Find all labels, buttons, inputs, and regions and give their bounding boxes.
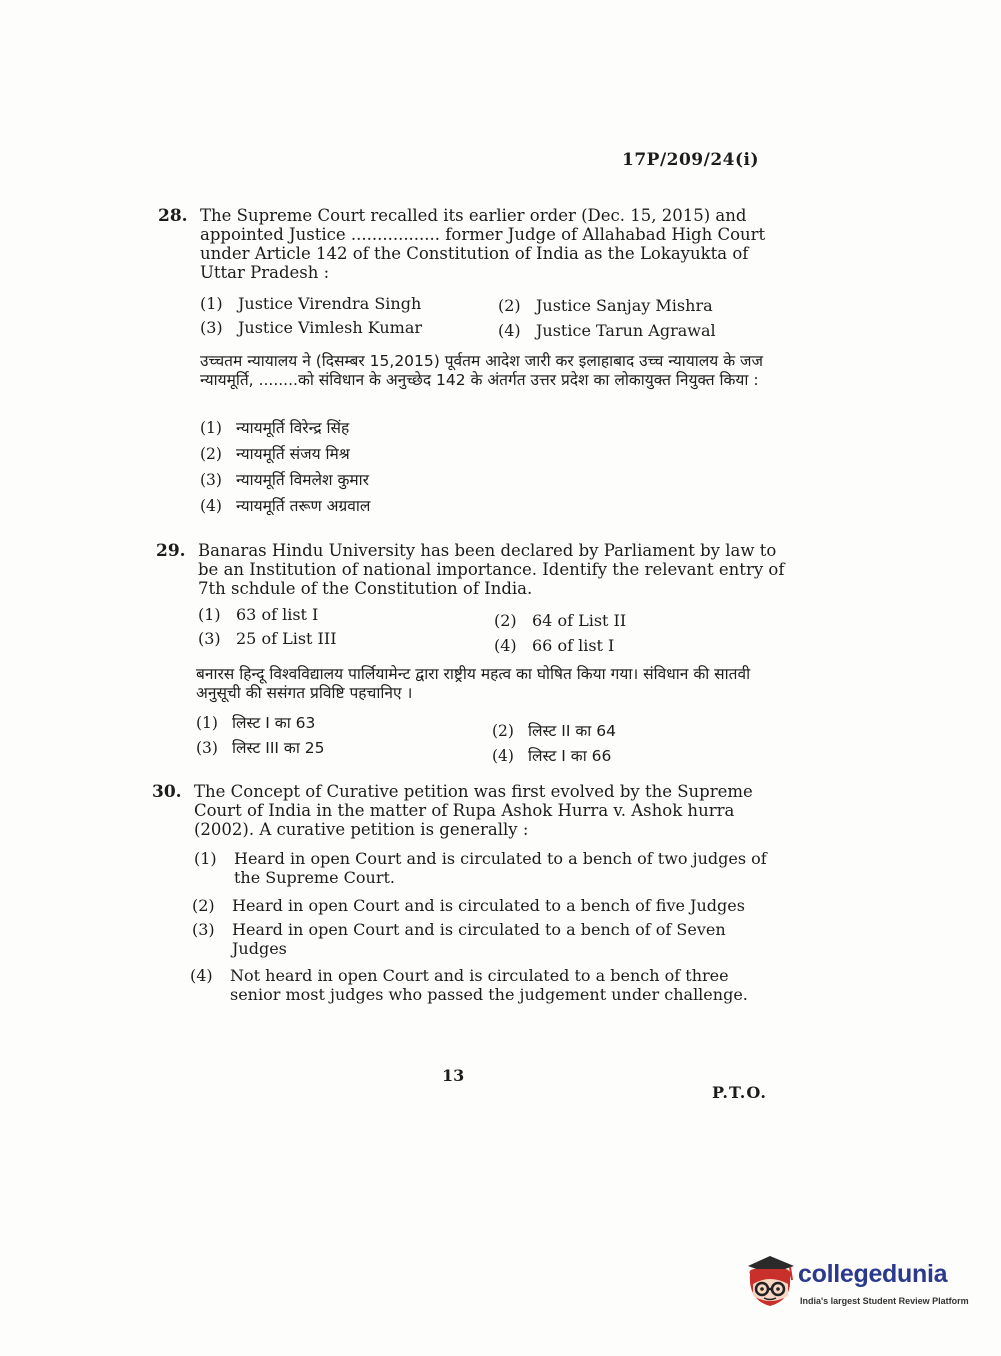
hindi-option-4 — [492, 744, 611, 766]
collegedunia-logo — [740, 1250, 970, 1312]
question-30 — [152, 782, 792, 1032]
option-text: Justice Tarun Agrawal — [536, 321, 716, 340]
hindi-option-1 — [196, 711, 315, 733]
option-number: (4) — [494, 636, 517, 655]
option-number: (4) — [200, 497, 222, 515]
option-text: लिस्ट III का 25 — [232, 739, 325, 757]
option-text: Heard in open Court and is circulated to a bench of of Seven Judges — [232, 920, 726, 958]
hindi-option-3 — [200, 468, 369, 490]
option-number: (4) — [498, 321, 521, 340]
option-number: (1) — [200, 419, 222, 437]
hindi-option-2 — [492, 719, 616, 741]
option-2 — [498, 296, 713, 315]
option-1 — [200, 294, 421, 313]
option-2 — [494, 611, 626, 630]
option-text: न्यायमूर्ति विरेन्द्र सिंह — [236, 419, 350, 437]
option-text: 64 of List II — [532, 611, 627, 630]
question-text: Banaras Hindu University has been declared by Parliament by law to be an Institution of national importance. Identify the relevant entry of 7th schdule of the Constitution of India. — [198, 541, 785, 598]
option-4 — [498, 321, 716, 340]
option-text: Justice Virendra Singh — [238, 294, 422, 313]
option-number: (2) — [192, 896, 215, 915]
option-text: 66 of list I — [532, 636, 615, 655]
option-number: (1) — [194, 849, 217, 868]
option-text: लिस्ट II का 64 — [528, 722, 616, 740]
option-number: (2) — [492, 722, 514, 740]
option-number: (1) — [198, 605, 221, 624]
option-number: (4) — [492, 747, 514, 765]
option-number: (3) — [198, 629, 221, 648]
hindi-option-3 — [196, 736, 325, 758]
option-text: 25 of List III — [236, 629, 337, 648]
option-1 — [198, 605, 318, 624]
option-text: Heard in open Court and is circulated to a bench of five Judges — [232, 896, 745, 915]
logo-name: collegedunia — [798, 1260, 948, 1288]
question-29 — [156, 541, 796, 771]
option-3 — [198, 629, 337, 648]
logo-tagline: India's largest Student Review Platform — [800, 1296, 969, 1306]
option-number: (1) — [200, 294, 223, 313]
option-text: न्यायमूर्ति विमलेश कुमार — [236, 471, 370, 489]
hindi-option-4 — [200, 494, 370, 516]
option-number: (3) — [192, 920, 215, 939]
question-number: 28. — [158, 206, 188, 226]
option-3 — [200, 318, 422, 337]
option-text: लिस्ट I का 66 — [528, 747, 612, 765]
option-number: (1) — [196, 714, 218, 732]
question-28 — [158, 206, 798, 526]
paper-code: 17P/209/24(i) — [622, 150, 760, 170]
option-number: (2) — [200, 445, 222, 463]
question-number: 29. — [156, 541, 186, 561]
pto-label: P.T.O. — [712, 1083, 767, 1102]
hindi-option-2 — [200, 442, 350, 464]
question-text-hindi: उच्चतम न्यायालय ने (दिसम्बर 15,2015) पूर्वतम आदेश जारी कर इलाहाबाद उच्च न्यायालय के जज न्यायमूर्ति, ........को संविधान के अनुच्छेद 142 के अंतर्गत उत्तर प्रदेश का लोकायुक्त नियुक्त किया : — [200, 352, 764, 389]
mascot-icon — [740, 1250, 800, 1312]
option-text: Justice Vimlesh Kumar — [238, 318, 423, 337]
option-text: Not heard in open Court and is circulated to a bench of three senior most judges who passed the judgement under challenge. — [230, 966, 748, 1004]
option-text: न्यायमूर्ति संजय मिश्र — [236, 445, 350, 463]
option-4 — [494, 636, 614, 655]
question-text: The Concept of Curative petition was first evolved by the Supreme Court of India in the matter of Rupa Ashok Hurra v. Ashok hurra (2002). A curative petition is generally : — [194, 782, 753, 839]
option-text: Heard in open Court and is circulated to a bench of two judges of the Supreme Court. — [234, 849, 767, 887]
option-number: (3) — [200, 318, 223, 337]
page-number: 13 — [442, 1066, 465, 1085]
option-number: (2) — [498, 296, 521, 315]
option-number: (2) — [494, 611, 517, 630]
option-text: 63 of list I — [236, 605, 319, 624]
option-text: Justice Sanjay Mishra — [536, 296, 713, 315]
hindi-option-1 — [200, 416, 349, 438]
option-text: न्यायमूर्ति तरूण अग्रवाल — [236, 497, 371, 515]
question-text: The Supreme Court recalled its earlier order (Dec. 15, 2015) and appointed Justice ................. former Judge of Allahabad High Court under Article 142 of the Constitution of India as the Lokayukta of Uttar Pradesh : — [200, 206, 766, 282]
option-text: लिस्ट I का 63 — [232, 714, 316, 732]
option-number: (3) — [196, 739, 218, 757]
question-number: 30. — [152, 782, 182, 802]
option-number: (3) — [200, 471, 222, 489]
option-number: (4) — [190, 966, 213, 985]
question-text-hindi: बनारस हिन्दू विश्वविद्यालय पार्लियामेन्ट द्वारा राष्ट्रीय महत्व का घोषित किया गया। संविधान की सातवी अनुसूची की ससंगत प्रविष्टि पहचानिए । — [196, 665, 751, 702]
